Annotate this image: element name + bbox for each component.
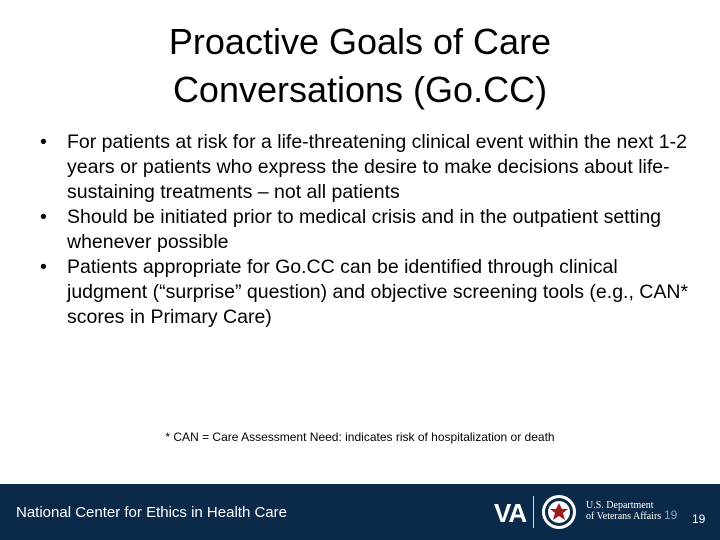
title-line-2: Conversations (Go.CC) <box>172 69 548 110</box>
bullet-item <box>40 255 690 330</box>
bullet-symbol: • <box>40 131 47 153</box>
bullet-text: Should be initiated prior to medical crisis and in the outpatient setting whenever possible <box>67 206 662 253</box>
department-name <box>586 500 661 522</box>
va-seal-icon <box>541 494 577 530</box>
footnote: * CAN = Care Assessment Need: indicates risk of hospitalization or death <box>165 430 555 444</box>
logo-divider <box>533 496 534 528</box>
bullet-symbol: • <box>40 206 47 228</box>
department-line-2: of Veterans Affairs <box>586 511 662 522</box>
slide-title <box>60 18 660 114</box>
organization-name: National Center for Ethics in Health Care <box>16 504 287 521</box>
bullet-symbol: • <box>40 256 47 278</box>
title-line-1: Proactive Goals of Care <box>168 21 552 62</box>
footer-bar <box>0 484 720 540</box>
bullet-text: For patients at risk for a life-threatening clinical event within the next 1-2 years or patients who express the desire to make decisions about life-sustaining treatments – not all patients <box>67 131 687 203</box>
department-line-1: U.S. Department <box>586 500 654 511</box>
va-logo: VA <box>494 498 527 528</box>
bullet-list <box>40 130 690 330</box>
bullet-text: Patients appropriate for Go.CC can be identified through clinical judgment (“surprise” question) and objective screening tools (e.g., CAN* scores in Primary Care) <box>67 256 689 328</box>
bullet-item <box>40 205 690 255</box>
slide-number: 19 <box>692 512 706 526</box>
slide-number-ghost: 19 <box>664 508 678 522</box>
bullet-item <box>40 130 690 205</box>
